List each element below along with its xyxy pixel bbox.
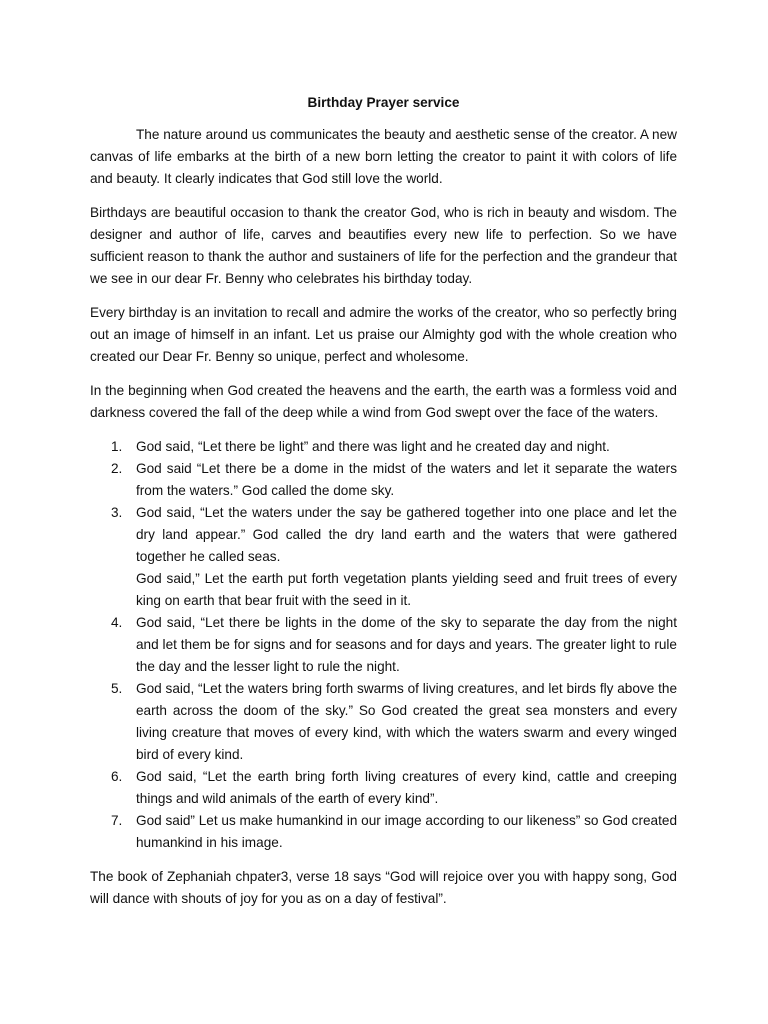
document-title: Birthday Prayer service bbox=[307, 95, 460, 110]
list-text: God said “Let there be a dome in the midst of the waters and let it separate the waters from the waters.” God called the dome sky. bbox=[136, 461, 677, 498]
list-item bbox=[90, 458, 677, 502]
list-item bbox=[90, 678, 677, 766]
list-number: 6. bbox=[111, 769, 123, 784]
list-number: 2. bbox=[111, 461, 123, 476]
list-item bbox=[90, 810, 677, 854]
list-item bbox=[90, 502, 677, 612]
list-item bbox=[90, 766, 677, 810]
list-number: 1. bbox=[111, 439, 123, 454]
list-text: God said, “Let there be lights in the dome of the sky to separate the day from the night and let them be for signs and for seasons and for days and years. The greater light to rule the day and the lesser light to rule the night. bbox=[136, 615, 677, 674]
list-number: 7. bbox=[111, 813, 123, 828]
list-number: 3. bbox=[111, 505, 123, 520]
paragraph-intro: The nature around us communicates the beauty and aesthetic sense of the creator. A new canvas of life embarks at the birth of a new born letting the creator to paint it with colors of life and beauty. It clearly indicates that God still love the world. bbox=[90, 127, 677, 186]
list-text: God said, “Let the earth bring forth living creatures of every kind, cattle and creeping things and wild animals of the earth of every kind”. bbox=[136, 769, 677, 806]
paragraph-beginning: In the beginning when God created the heavens and the earth, the earth was a formless void and darkness covered the fall of the deep while a wind from God swept over the face of the waters. bbox=[90, 383, 677, 420]
document-page bbox=[90, 92, 677, 922]
paragraph-closing: The book of Zephaniah chpater3, verse 18 says “God will rejoice over you with happy song, God will dance with shouts of joy for you as on a day of festival”. bbox=[90, 869, 677, 906]
paragraph-invitation: Every birthday is an invitation to recall and admire the works of the creator, who so perfectly bring out an image of himself in an infant. Let us praise our Almighty god with the whole creation who created our Dear Fr. Benny so unique, perfect and wholesome. bbox=[90, 305, 677, 364]
list-item bbox=[90, 612, 677, 678]
list-number: 4. bbox=[111, 615, 123, 630]
list-text: God said, “Let there be light” and there was light and he created day and night. bbox=[136, 439, 610, 454]
list-text: God said, “Let the waters under the say be gathered together into one place and let the dry land appear.” God called the dry land earth and the waters that were gathered together he called seas. bbox=[136, 505, 677, 564]
list-item bbox=[90, 436, 677, 458]
list-number: 5. bbox=[111, 681, 123, 696]
creation-list bbox=[90, 436, 677, 854]
list-text: God said” Let us make humankind in our image according to our likeness” so God created humankind in his image. bbox=[136, 813, 678, 850]
list-text: God said, “Let the waters bring forth swarms of living creatures, and let birds fly above the earth across the doom of the sky.” So God created the great sea monsters and every living creature that moves of every kind, with which the waters swarm and every winged bird of every kind. bbox=[136, 681, 677, 762]
list-text-continuation: God said,” Let the earth put forth vegetation plants yielding seed and fruit trees of every king on earth that bear fruit with the seed in it. bbox=[136, 571, 677, 608]
paragraph-birthdays: Birthdays are beautiful occasion to thank the creator God, who is rich in beauty and wisdom. The designer and author of life, carves and beautifies every new life to perfection. So we have sufficient reason to thank the author and sustainers of life for the perfection and the grandeur that we see in our dear Fr. Benny who celebrates his birthday today. bbox=[90, 205, 677, 286]
